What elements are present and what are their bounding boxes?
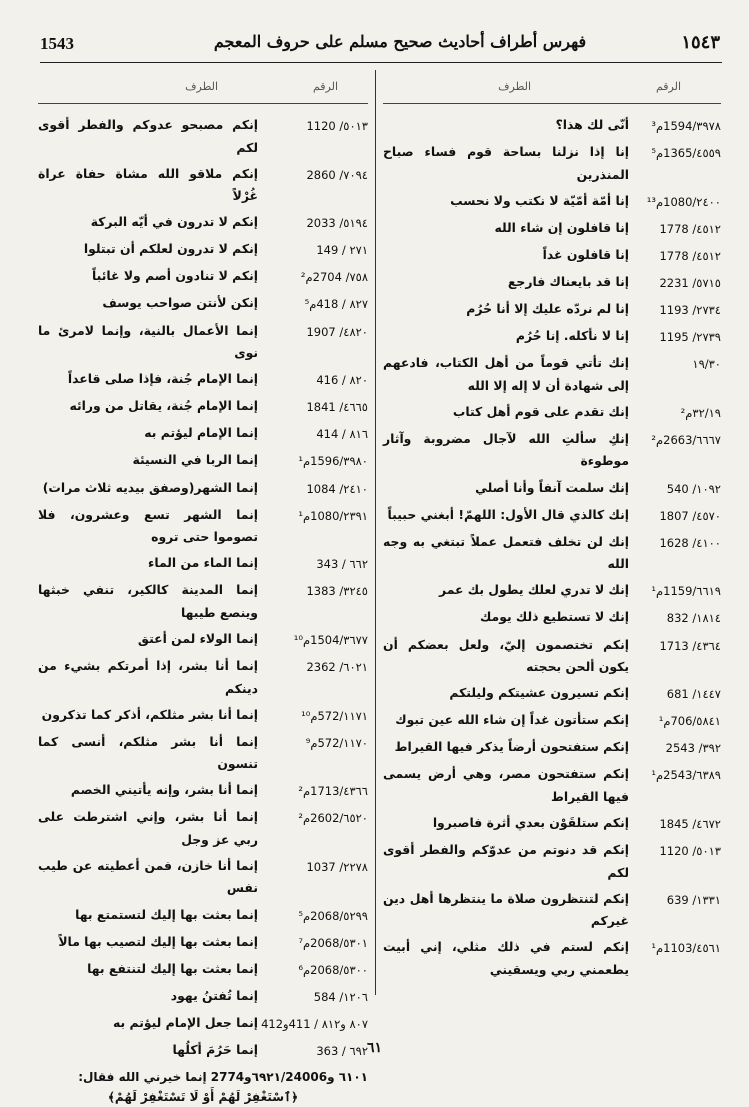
page-number-arabic: ١٥٤٣ — [681, 32, 720, 53]
page-footer-number: ٦١ — [366, 1040, 383, 1056]
hadith-number: ٦٣٨٩/2543م¹ — [651, 768, 721, 783]
index-entry — [383, 217, 721, 241]
hadith-tarf: إنا إذا نزلنا بساحة قوم فساء صباح المنذرين — [383, 144, 629, 182]
column-header-number: الرقم — [312, 80, 338, 93]
index-entry — [383, 839, 721, 884]
index-entry — [383, 114, 721, 138]
index-entry — [38, 552, 368, 576]
hadith-number: ٢٣٩١/1080م¹ — [298, 508, 368, 523]
index-entry — [38, 368, 368, 392]
hadith-tarf: إنكم لتنتظرون صلاة ما ينتظرها أهل دين غيركم — [383, 890, 629, 929]
hadith-number: ١٨١٤/ 832 — [666, 611, 721, 626]
hadith-number: ٤٥٦١/1103م¹ — [651, 941, 721, 956]
hadith-number: ٢٧٣٩/ 1195 — [659, 330, 721, 345]
index-entry — [38, 855, 368, 900]
hadith-number: ١١٧٠/572م⁹ — [305, 735, 368, 750]
hadith-tarf: إنما حَرُمَ أكلُها — [172, 1042, 258, 1058]
hadith-number: ١٠٩٢/ 540 — [666, 481, 721, 496]
hadith-tarf: إنك تأتي قوماً من أهل الكتاب، فادعهم إلى شهادة أن لا إله إلا الله — [383, 355, 629, 393]
hadith-number: ٧٠٩٤/ 2860 — [306, 167, 368, 182]
hadith-tarf: إنكم مصبحو عدوكم والفطر أقوى لكم — [38, 117, 258, 155]
hadith-number: ١٩/٣٠ — [692, 357, 721, 372]
footnote-entry — [38, 1067, 368, 1107]
index-entry — [38, 931, 368, 955]
hadith-tarf: إنما الإمام جُنة، فإذا صلى قاعداً — [67, 371, 258, 387]
hadith-tarf: أنّى لك هذا؟ — [555, 117, 629, 132]
index-entry — [38, 731, 368, 776]
index-entry — [38, 704, 368, 728]
hadith-number: ٦٦١٩/1159م¹ — [651, 584, 721, 599]
index-entry — [38, 292, 368, 316]
index-entry — [383, 244, 721, 268]
index-entry — [383, 606, 721, 630]
hadith-tarf: إنكم ستفتحون مصر، وهي أرض يسمى فيها القيراط — [383, 766, 629, 804]
hadith-tarf: إنكم ستلقَوْن بعدي أثرة فاصبروا — [432, 814, 629, 830]
index-entry — [38, 904, 368, 928]
hadith-number: ٤١٠٠/ 1628 — [659, 535, 721, 550]
hadith-number: ٤٥١٢/ 1778 — [659, 248, 721, 263]
hadith-tarf: إنك لن تخلف فتعمل عملاً تبتغي به وجه الله — [383, 533, 629, 572]
index-entry — [383, 936, 721, 981]
hadith-number: ٨١٦ / 414 — [316, 427, 368, 442]
hadith-number: ٥٠١٣/ 1120 — [659, 844, 721, 859]
hadith-number: ٤٨٢٠/ 1907 — [306, 324, 368, 339]
hadith-number: ٦٠٢١/ 2362 — [306, 660, 368, 674]
hadith-tarf: إنما جعل الإمام ليؤتم به — [113, 1014, 258, 1030]
hadith-tarf: إنما الشهر تسع وعشرون، فلا تصوموا حتى تروه — [38, 506, 258, 545]
index-entry — [38, 238, 368, 262]
hadith-number: ٨٠٧ و٨١٢ / 411و412 — [261, 1016, 368, 1031]
hadith-tarf: إنكم قد دنوتم من عدوّكم والفطر أقوى لكم — [383, 842, 629, 880]
index-entry — [383, 352, 721, 397]
index-entry — [38, 395, 368, 419]
hadith-tarf: إنك كالذي قال الأول: اللهمّ! أبغني حبيباً — [387, 506, 629, 522]
hadith-tarf: إنما المدينة كالكير، تنفي خبثها وينصع طيبها — [38, 582, 258, 620]
index-entry — [38, 320, 368, 365]
index-entry — [38, 114, 368, 159]
index-entry — [38, 579, 368, 624]
index-entry — [383, 763, 721, 808]
index-entry — [38, 628, 368, 652]
hadith-number: ١١٧١/572م¹⁰ — [301, 708, 368, 723]
column-header-rule — [383, 103, 721, 104]
index-entry — [38, 477, 368, 501]
index-entry — [383, 812, 721, 836]
hadith-number: ٣٩٢/ 2543 — [665, 741, 721, 756]
footnote-text: ٦١٠١ و٦٩٢١/24006و2774 إنما خيرني الله فقال: — [78, 1069, 368, 1084]
index-entry — [38, 779, 368, 803]
hadith-tarf: إنما أنا بشر مثلكم، أذكر كما تذكرون — [41, 706, 258, 722]
hadith-tarf: إنكم تختصمون إليّ، ولعل بعضكم أن يكون ألحن بحجته — [383, 636, 629, 674]
column-header-rule — [38, 103, 368, 104]
hadith-number: ٨٢٠ / 416 — [316, 373, 368, 388]
index-entry — [383, 709, 721, 733]
hadith-number: ١٣٣١/ 639 — [666, 892, 721, 907]
index-entry — [38, 655, 368, 700]
index-entry — [383, 141, 721, 186]
hadith-number: ٢٧١ / 149 — [316, 243, 368, 258]
index-entry — [383, 401, 721, 425]
hadith-number: ٥٠١٣/ 1120 — [306, 119, 368, 133]
hadith-number: ٦٦٦٧/2663م² — [651, 432, 721, 447]
entry-list — [383, 114, 721, 981]
index-entry — [383, 888, 721, 933]
hadith-number: ٤٦٦٥/ 1841 — [306, 400, 368, 415]
right-column — [383, 78, 721, 985]
hadith-tarf: إنا قد بايعناك فارجع — [507, 273, 629, 289]
hadith-tarf: إنما أنا بشر، وإني اشترطت على ربي عز وجل — [38, 809, 258, 847]
column-divider — [375, 70, 376, 995]
index-entry — [383, 634, 721, 679]
index-entry — [38, 449, 368, 473]
hadith-number: ٤٥٧٠/ 1807 — [659, 508, 721, 523]
hadith-tarf: إنما بعثت بها إليك لتستمتع بها — [75, 906, 258, 922]
hadith-number: ٢٢٧٨/ 1037 — [306, 859, 368, 874]
hadith-tarf: إنا لم نردّه عليك إلا أنا حُرُم — [466, 301, 629, 317]
column-header-tarf: الطرف — [185, 80, 218, 93]
hadith-tarf: إنكم تسيرون عشيتكم وليلتكم — [449, 685, 629, 701]
index-entry — [38, 265, 368, 289]
hadith-number: ٣٢٤٥/ 1383 — [306, 584, 368, 599]
index-entry — [38, 504, 368, 549]
page-number-latin: 1543 — [40, 34, 74, 53]
hadith-number: ٥٢٩٩/2068م⁵ — [298, 908, 368, 923]
hadith-tarf: إنكم ستفتحون أرضاً يذكر فيها القيراط — [394, 739, 629, 755]
hadith-number: ١٢٠٦/ 584 — [313, 989, 368, 1004]
hadith-number: ٤٦٧٢/ 1845 — [659, 816, 721, 831]
hadith-number: ٦٥٢٠/2602م² — [298, 811, 368, 826]
hadith-number: ١٤٤٧/ 681 — [666, 687, 721, 702]
hadith-number: ٤٣٦٤/ 1713 — [659, 638, 721, 653]
index-entry — [38, 806, 368, 851]
index-entry — [383, 682, 721, 706]
index-entry — [38, 163, 368, 208]
index-entry — [383, 531, 721, 576]
index-entry — [383, 325, 721, 349]
hadith-number: ٢٤٠٠/1080م¹³ — [646, 194, 721, 209]
left-column — [38, 78, 368, 1107]
hadith-tarf: إنما الماء من الماء — [147, 555, 258, 571]
hadith-tarf: إنا قافلون غداً — [542, 246, 629, 262]
hadith-number: ٣٩٨٠/1596م¹ — [298, 454, 368, 469]
running-title: فهرس أطراف أحاديث صحيح مسلم على حروف المعجم — [213, 32, 587, 51]
index-entry — [38, 958, 368, 982]
hadith-tarf: إنما بعثت بها إليك لتنتفع بها — [87, 960, 258, 976]
hadith-number: ٥٨٤١/706م¹ — [658, 714, 721, 729]
column-header-number: الرقم — [655, 80, 681, 93]
hadith-tarf: إنما الإمام ليؤتم به — [144, 425, 258, 441]
hadith-number: ٤٥٥٩/1365م⁵ — [651, 146, 721, 161]
hadith-number: ٦٦٢ / 343 — [316, 557, 368, 572]
hadith-number: ٥٣٠٠/2068م⁶ — [298, 962, 368, 977]
hadith-tarf: إنك سلمت آنفاً وأنا أصلي — [475, 479, 629, 495]
hadith-tarf: إنما الإمام جُنة، يقاتل من ورائه — [69, 398, 258, 414]
hadith-tarf: إنك لا تستطيع ذلك يومك — [479, 609, 629, 625]
column-header-tarf: الطرف — [498, 80, 531, 93]
column-header — [38, 78, 368, 104]
hadith-tarf: إنا قافلون إن شاء الله — [494, 219, 629, 235]
page-header — [40, 28, 720, 58]
index-entry — [38, 211, 368, 235]
hadith-number: ٦٩٢ / 363 — [316, 1044, 368, 1059]
hadith-tarf: إنك تقدم على قوم أهل كتاب — [452, 403, 629, 419]
hadith-tarf: إنما أنا بشر، وإنه يأتيني الخصم — [70, 782, 258, 798]
index-entry — [383, 477, 721, 501]
hadith-number: ٨٢٧ / 418م⁵ — [304, 297, 368, 312]
hadith-tarf: إنكم لستم في ذلك مثلي، إني أبيت يطعمني ربي ويسقيني — [383, 939, 629, 977]
index-entry — [38, 985, 368, 1009]
entry-list — [38, 114, 368, 1063]
quran-verse: ﴿ٱسْتَغْفِرْ لَهُمْ أَوْ لَا تَسْتَغْفِرْ لَهُمْ﴾ — [107, 1089, 299, 1104]
index-entry — [38, 422, 368, 446]
hadith-number: ٥٣٠١/2068م⁷ — [298, 935, 368, 950]
hadith-tarf: إنكن لأنتن صواحب يوسف — [102, 295, 258, 311]
hadith-tarf: إنك لا تدري لعلك يطول بك عمر — [439, 582, 629, 598]
column-header — [383, 78, 721, 104]
hadith-tarf: إنما بعثت بها إليك لتصيب بها مالاً — [58, 933, 258, 949]
hadith-tarf: إنكم لا تدرون في أيّه البركة — [90, 214, 258, 230]
hadith-number: ٥٧١٥/ 2231 — [659, 275, 721, 290]
index-entry — [383, 736, 721, 760]
hadith-tarf: إنكم لا تدرون لعلكم أن تبتلوا — [83, 241, 258, 257]
hadith-tarf: إنما الشهر(وصفق بيديه ثلاث مرات) — [42, 479, 258, 495]
hadith-tarf: إنما الأعمال بالنية، وإنما لامرئ ما نوى — [38, 322, 258, 361]
hadith-tarf: إنما أنا خازن، فمن أعطيته عن طيب نفس — [38, 857, 258, 896]
header-rule — [40, 62, 722, 63]
hadith-number: ٤٣٦٦/1713م² — [298, 784, 368, 799]
hadith-number: ٢٤١٠/ 1084 — [306, 481, 368, 496]
hadith-number: ٣٩٧٨/1594م³ — [651, 119, 721, 133]
index-entry — [383, 579, 721, 603]
hadith-tarf: إنكم لا تنادون أصم ولا غائباً — [92, 268, 258, 284]
hadith-tarf: إنما الولاء لمن أعتق — [137, 630, 258, 646]
index-entry — [383, 298, 721, 322]
hadith-number: ٧٥٨/ 2704م² — [300, 270, 368, 285]
hadith-tarf: إنكم ملاقو الله مشاة حفاة عراة غُرْلاً — [38, 165, 258, 204]
index-entry — [383, 504, 721, 528]
index-entry — [383, 190, 721, 214]
hadith-tarf: إنكِ سألتِ الله لآجال مضروبة وآثار موطوءة — [383, 430, 629, 469]
hadith-number: ٣٦٧٧/1504م¹⁰ — [293, 632, 368, 647]
hadith-tarf: إنا لا نأكله. إنا حُرُم — [515, 328, 629, 344]
index-entry — [383, 271, 721, 295]
hadith-tarf: إنما أنا بشر مثلكم، أنسى كما تنسون — [38, 733, 258, 772]
index-entry — [383, 428, 721, 473]
hadith-number: ٥١٩٤/ 2033 — [306, 216, 368, 231]
hadith-tarf: إنما أنا بشر، إذا أمرتكم بشيء من دينكم — [38, 658, 258, 696]
hadith-tarf: إنا أمّة أمّيّة لا نكتب ولا نحسب — [450, 192, 629, 208]
index-entry — [38, 1012, 368, 1036]
hadith-tarf: إنما تُفتنُ يهود — [170, 987, 258, 1003]
hadith-number: ٢٧٣٤/ 1193 — [659, 303, 721, 318]
hadith-number: ٣٢/١٩م² — [680, 405, 721, 420]
hadith-number: ٤٥١٢/ 1778 — [659, 221, 721, 236]
hadith-tarf: إنكم ستأتون غداً إن شاء الله عين تبوك — [395, 712, 629, 728]
hadith-tarf: إنما الربا في النسيئة — [132, 452, 258, 468]
